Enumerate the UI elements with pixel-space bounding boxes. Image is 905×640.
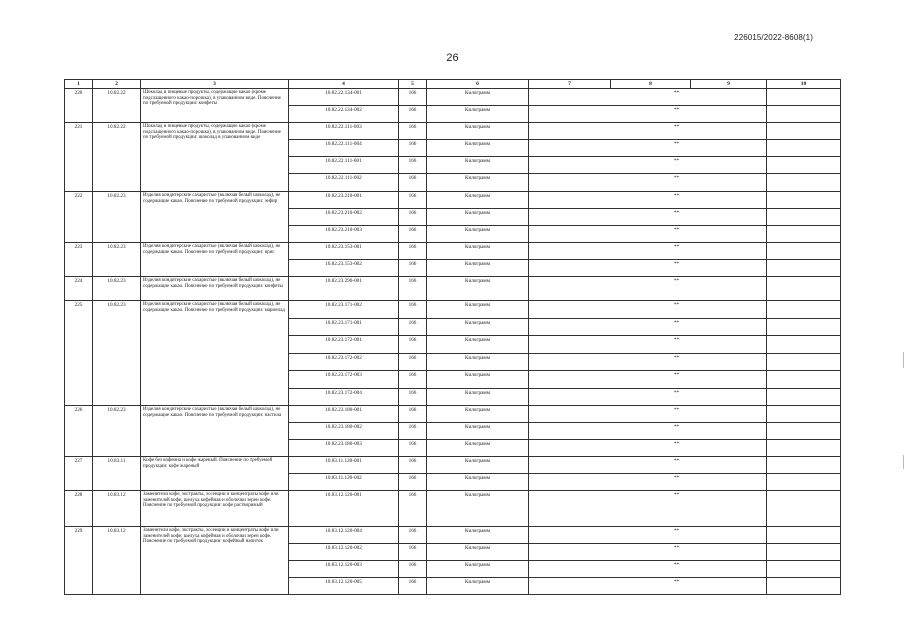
empty-cell [767,544,841,561]
okved-code: 10.82.23 [93,243,141,277]
empty-cell [767,561,841,578]
scan-edge-mark [903,455,904,469]
unit-name: Килограмм [427,406,529,423]
unit-name: Килограмм [427,157,529,174]
column-header: 4 [289,80,399,89]
row-number: 227 [65,457,93,491]
column-header: 7 [529,80,611,89]
unit-name: Килограмм [427,457,529,474]
okpd-code: 10.83.12.120-004 [289,527,399,544]
okpd-code: 10.82.23.153-002 [289,260,399,277]
table-header-row [65,80,841,89]
table-row [65,406,841,423]
table-row [65,527,841,544]
mark-cell: ** [529,277,767,301]
okei-code: 166 [399,89,427,106]
empty-cell [767,123,841,140]
okpd-code: 10.82.22.111-001 [289,157,399,174]
okei-code: 166 [399,260,427,277]
okpd-code: 10.82.23.210-001 [289,192,399,209]
row-number: 224 [65,277,93,301]
okved-code: 10.82.23 [93,301,141,406]
okei-code: 166 [399,243,427,260]
unit-name: Килограмм [427,319,529,336]
okei-code: 166 [399,440,427,457]
unit-name: Килограмм [427,301,529,319]
okpd-code: 10.83.11.120-001 [289,457,399,474]
row-number: 221 [65,123,93,192]
empty-cell [767,209,841,226]
mark-cell: ** [529,389,767,406]
empty-cell [767,243,841,260]
mark-cell: ** [529,243,767,260]
unit-name: Килограмм [427,491,529,527]
table-row [65,89,841,106]
okei-code: 166 [399,192,427,209]
okpd-code: 10.82.23.171-002 [289,301,399,319]
okved-code: 10.83.12 [93,527,141,595]
okei-code: 166 [399,106,427,123]
unit-name: Килограмм [427,527,529,544]
unit-name: Килограмм [427,277,529,301]
okei-code: 166 [399,319,427,336]
unit-name: Килограмм [427,89,529,106]
okpd-code: 10.82.23.153-001 [289,243,399,260]
table-row [65,123,841,140]
empty-cell [767,336,841,354]
okei-code: 166 [399,277,427,301]
empty-cell [767,226,841,243]
column-header: 3 [141,80,289,89]
okpd-code: 10.82.23.210-002 [289,209,399,226]
mark-cell: ** [529,423,767,440]
table-row [65,192,841,209]
okpd-code: 10.82.23.180-002 [289,423,399,440]
empty-cell [767,277,841,301]
empty-cell [767,474,841,491]
okpd-code: 10.82.22.134-002 [289,106,399,123]
okei-code: 166 [399,336,427,354]
okpd-code: 10.83.11.120-002 [289,474,399,491]
mark-cell: ** [529,209,767,226]
column-header: 9 [691,80,767,89]
mark-cell: ** [529,561,767,578]
empty-cell [767,440,841,457]
requirements-table [64,79,841,595]
mark-cell: ** [529,157,767,174]
okei-code: 166 [399,561,427,578]
empty-cell [767,319,841,336]
unit-name: Килограмм [427,243,529,260]
mark-cell: ** [529,319,767,336]
okpd-code: 10.82.22.111-003 [289,123,399,140]
unit-name: Килограмм [427,544,529,561]
okpd-code: 10.83.12.120-003 [289,561,399,578]
empty-cell [767,260,841,277]
unit-name: Килограмм [427,174,529,192]
empty-cell [767,578,841,595]
column-header: 8 [611,80,691,89]
empty-cell [767,106,841,123]
page-number: 26 [446,52,459,64]
column-header: 6 [427,80,529,89]
unit-name: Килограмм [427,474,529,491]
row-number: 228 [65,491,93,527]
unit-name: Килограмм [427,389,529,406]
product-name: Кофе без кофеина и кофе жареный. Пояснение по требуемой продукции: кофе жареный [141,457,289,491]
row-number: 229 [65,527,93,595]
mark-cell: ** [529,406,767,423]
empty-cell [767,140,841,157]
okei-code: 166 [399,527,427,544]
product-name: Шоколад и пищевые продукты, содержащие какао (кроме подслащенного какао-порошка), в упакованном виде. Пояснение по требуемой продукции: конфеты [141,89,289,123]
mark-cell: ** [529,226,767,243]
okpd-code: 10.83.12.120-001 [289,491,399,527]
unit-name: Килограмм [427,226,529,243]
okpd-code: 10.82.23.172-004 [289,389,399,406]
mark-cell: ** [529,440,767,457]
column-header: 5 [399,80,427,89]
okpd-code: 10.82.22.111-002 [289,174,399,192]
okei-code: 166 [399,226,427,243]
product-name: Изделия кондитерские сахаристые (включая белый шоколад), не содержащие какао. Пояснение по требуемой продукции: мармелад [141,301,289,406]
unit-name: Килограмм [427,260,529,277]
okpd-code: 10.82.22.111-004 [289,140,399,157]
okpd-code: 10.82.23.172-003 [289,371,399,389]
unit-name: Килограмм [427,578,529,595]
product-name: Шоколад и пищевые продукты, содержащие какао (кроме подслащенного какао-порошка), в упакованном виде. Пояснение по требуемой продукции: шоколад в упакованном виде [141,123,289,192]
okpd-code: 10.82.23.171-001 [289,319,399,336]
okpd-code: 10.82.23.172-002 [289,354,399,371]
empty-cell [767,174,841,192]
okei-code: 166 [399,423,427,440]
okpd-code: 10.82.23.180-003 [289,440,399,457]
unit-name: Килограмм [427,354,529,371]
okei-code: 166 [399,457,427,474]
table-row [65,277,841,301]
mark-cell: ** [529,89,767,106]
mark-cell: ** [529,354,767,371]
mark-cell: ** [529,491,767,527]
okpd-code: 10.82.23.172-001 [289,336,399,354]
okved-code: 10.82.22 [93,123,141,192]
table-row [65,457,841,474]
empty-cell [767,89,841,106]
requirements-table-container [64,79,840,595]
okved-code: 10.83.12 [93,491,141,527]
mark-cell: ** [529,192,767,209]
empty-cell [767,354,841,371]
mark-cell: ** [529,301,767,319]
okved-code: 10.82.23 [93,277,141,301]
column-header: 1 [65,80,93,89]
okei-code: 166 [399,174,427,192]
table-row [65,243,841,260]
unit-name: Килограмм [427,140,529,157]
column-header: 2 [93,80,141,89]
empty-cell [767,457,841,474]
empty-cell [767,192,841,209]
okpd-code: 10.82.22.134-001 [289,89,399,106]
unit-name: Килограмм [427,192,529,209]
okei-code: 166 [399,123,427,140]
okpd-code: 10.83.12.120-002 [289,544,399,561]
table-row [65,301,841,319]
okei-code: 166 [399,406,427,423]
okei-code: 166 [399,544,427,561]
okei-code: 166 [399,389,427,406]
okpd-code: 10.82.23.180-001 [289,406,399,423]
product-name: Изделия кондитерские сахаристые (включая белый шоколад), не содержащие какао. Пояснение по требуемой продукции: ирис [141,243,289,277]
okei-code: 166 [399,354,427,371]
okei-code: 166 [399,578,427,595]
empty-cell [767,371,841,389]
mark-cell: ** [529,578,767,595]
mark-cell: ** [529,336,767,354]
mark-cell: ** [529,371,767,389]
row-number: 226 [65,406,93,457]
empty-cell [767,491,841,527]
mark-cell: ** [529,123,767,140]
product-name: Изделия кондитерские сахаристые (включая белый шоколад), не содержащие какао. Пояснение по требуемой продукции: конфеты [141,277,289,301]
unit-name: Килограмм [427,106,529,123]
row-number: 223 [65,243,93,277]
mark-cell: ** [529,174,767,192]
mark-cell: ** [529,140,767,157]
scan-edge-mark [903,352,904,368]
row-number: 222 [65,192,93,243]
unit-name: Килограмм [427,423,529,440]
okei-code: 166 [399,209,427,226]
okei-code: 166 [399,491,427,527]
unit-name: Килограмм [427,209,529,226]
okved-code: 10.82.23 [93,406,141,457]
mark-cell: ** [529,544,767,561]
unit-name: Килограмм [427,561,529,578]
mark-cell: ** [529,260,767,277]
row-number: 225 [65,301,93,406]
empty-cell [767,301,841,319]
empty-cell [767,423,841,440]
product-name: Заменители кофе, экстракты, эссенции и концентраты кофе или заменителей кофе; шелуха кофейная и оболочки зерен кофе. Пояснение по требуемой продукции: кофе растворимый [141,491,289,527]
mark-cell: ** [529,474,767,491]
mark-cell: ** [529,457,767,474]
empty-cell [767,527,841,544]
okpd-code: 10.82.23.290-001 [289,277,399,301]
empty-cell [767,406,841,423]
product-name: Изделия кондитерские сахаристые (включая белый шоколад), не содержащие какао. Пояснение по требуемой продукции: пастила [141,406,289,457]
mark-cell: ** [529,527,767,544]
okei-code: 166 [399,371,427,389]
column-header: 10 [767,80,841,89]
empty-cell [767,157,841,174]
unit-name: Килограмм [427,371,529,389]
unit-name: Килограмм [427,123,529,140]
okei-code: 166 [399,301,427,319]
unit-name: Килограмм [427,440,529,457]
row-number: 220 [65,89,93,123]
okpd-code: 10.83.12.120-005 [289,578,399,595]
okved-code: 10.83.11 [93,457,141,491]
table-row [65,491,841,527]
okei-code: 166 [399,157,427,174]
mark-cell: ** [529,106,767,123]
okei-code: 166 [399,140,427,157]
okpd-code: 10.82.23.210-003 [289,226,399,243]
unit-name: Килограмм [427,336,529,354]
okved-code: 10.82.23 [93,192,141,243]
empty-cell [767,389,841,406]
okei-code: 166 [399,474,427,491]
okved-code: 10.82.22 [93,89,141,123]
document-number: 226015/2022-8608(1) [734,33,813,42]
product-name: Изделия кондитерские сахаристые (включая белый шоколад), не содержащие какао. Пояснение по требуемой продукции: зефир [141,192,289,243]
product-name: Заменители кофе, экстракты, эссенции и концентраты кофе или заменителей кофе; шелуха кофейная и оболочки зерен кофе. Пояснение по требуемой продукции: кофейный напиток [141,527,289,595]
